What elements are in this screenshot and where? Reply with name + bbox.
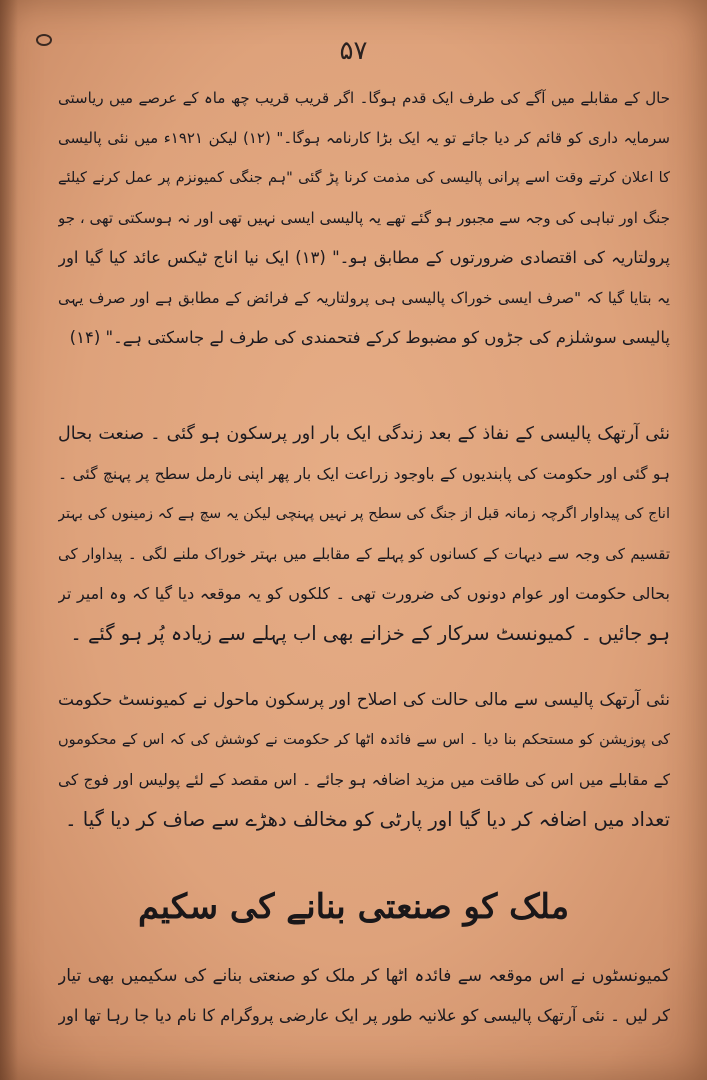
text-line: تعداد میں اضافہ کر دیا گیا اور پارٹی کو مخالف دھڑے سے صاف کر دیا گیا ۔ [65,808,670,831]
section-heading: ملک کو صنعتی بنانے کی سکیم [137,887,570,927]
text-line: پالیسی سوشلزم کی جڑوں کو مضبوط کرکے فتحمندی کی طرف لے جاسکتی ہے۔" (۱۴) [69,328,670,347]
text-line: حال کے مقابلے میں آگے کی طرف ایک قدم ہوگا۔ اگر قریب قریب چھ ماہ کے عرصے میں ریاستی [58,89,670,107]
text-line: سرمایہ داری کو قائم کر دیا جائے تو یہ ایک بڑا کارنامہ ہوگا۔" (۱۲) لیکن ۱۹۲۱ء میں نئی پالیسی [58,129,670,147]
text-line: پرولتاریہ کی اقتصادی ضرورتوں کے مطابق ہو۔" (۱۳) ایک نیا اناج ٹیکس عائد کیا گیا اور [58,248,670,267]
text-line: کر لیں ۔ نئی آرتھک پالیسی کو علانیہ طور پر ایک عارضی پروگرام کا نام دیا جا رہا تھا اور [58,1006,670,1025]
text-line: ہو گئی اور حکومت کی پابندیوں کے باوجود زراعت ایک بار پھر اپنی نارمل سطح پر پہنچ گئی ۔ [58,465,670,483]
text-line: یہ بتایا گیا کہ "صرف ایسی خوراک پالیسی ہی پرولتاریہ کے فرائض کے مطابق ہے اور صرف یہی [58,289,670,307]
text-line: جنگ اور تباہی کی وجہ سے مجبور ہو گئے تھے یہ پالیسی ایسی نہیں تھی اور نہ ہوسکتی تھی ، جو [58,209,670,227]
text-line: نئی آرتھک پالیسی کے نفاذ کے بعد زندگی ایک بار اور پرسکون ہو گئی ۔ صنعت بحال [58,424,670,444]
text-line: ہو جائیں ۔ کمیونسٹ سرکار کے خزانے بھی اب پہلے سے زیادہ پُر ہو گئے ۔ [70,622,670,645]
text-line: اناج کی پیداوار اگرچہ زمانہ قبل از جنگ کی سطح پر نہیں پہنچی لیکن یہ سچ ہے کہ زمینوں کی بہتر [58,506,670,522]
text-line: نئی آرتھک پالیسی سے مالی حالت کی اصلاح اور پرسکون ماحول نے کمیونسٹ حکومت [58,690,670,710]
paragraph-2 [58,414,670,654]
page-number: ۵۷ [339,36,368,66]
text-line: کے مقابلے میں اس کی طاقت میں مزید اضافہ ہو جائے ۔ اس مقصد کے لئے پولیس اور فوج کی [58,771,670,789]
paragraph-3 [58,680,670,840]
text-line: کا اعلان کرتے وقت اسے پرانی پالیسی کی مذمت کرنا پڑ گئی "ہم جنگی کمیونزم پر عمل کرنے کیلئے [58,170,670,186]
text-line: کی پوزیشن کو مستحکم بنا دیا ۔ اس سے فائدہ اٹھا کر حکومت نے کوشش کی کہ اس کے محکوموں [58,732,670,748]
text-line: کمیونسٹوں نے اس موقعہ سے فائدہ اٹھا کر ملک کو صنعتی بنانے کی سکیمیں بھی تیار [58,966,670,986]
text-line: تقسیم کی وجہ سے دیہات کے کسانوں کو پہلے کے مقابلے میں بہتر خوراک ملنے لگی ۔ پیداوار کی [58,545,670,563]
paragraph-1 [58,78,670,358]
text-line: بحالی حکومت اور عوام دونوں کی ضرورت تھی ۔ کلکوں کو یہ موقعہ دیا گیا کہ وہ امیر تر [58,584,670,603]
paragraph-4 [58,956,670,1036]
